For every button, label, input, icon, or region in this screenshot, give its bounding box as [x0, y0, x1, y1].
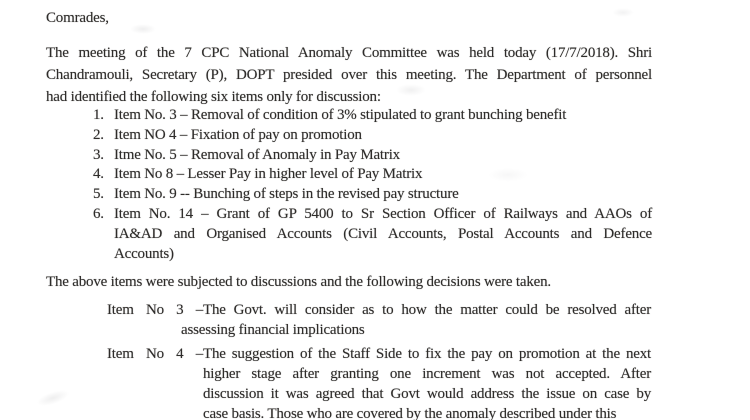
agenda-item-number: 1.: [93, 107, 104, 123]
salutation: Comrades,: [46, 10, 109, 26]
agenda-item-line: Item No. 9 -- Bunching of steps in the revised pay structure: [114, 186, 459, 203]
scan-smudge: [130, 24, 156, 34]
intro-paragraph: [46, 42, 652, 108]
decision-label: Item No 3 –: [107, 302, 203, 318]
decision-line: discussion it was agreed that Govt would address the issue on case by: [203, 386, 651, 402]
agenda-item-line: Item No. 14 – Grant of GP 5400 to Sr Section Officer of Railways and AAOs of: [114, 205, 652, 222]
agenda-item: [93, 126, 652, 146]
intro-line: The meeting of the 7 CPC National Anomaly Committee was held today (17/7/2018). Shri: [46, 45, 652, 61]
decision-line: assessing financial implications: [181, 322, 365, 338]
agenda-item-line: Accounts): [114, 245, 174, 262]
agenda-list: [93, 106, 652, 264]
decision-line: The suggestion of the Staff Side to fix the pay on promotion at the next: [203, 346, 651, 362]
transition-paragraph: The above items were subjected to discussions and the following decisions were taken.: [46, 274, 551, 290]
agenda-item: [93, 185, 652, 205]
decision-item: [107, 300, 651, 340]
agenda-item-number: 4.: [93, 166, 104, 183]
decision-label: Item No 4 –: [107, 346, 203, 362]
decision-line: The Govt. will consider as to how the matter could be resolved after: [203, 302, 651, 318]
decision-line: higher stage after granting one increment was not accepted. After: [203, 366, 651, 382]
agenda-item: [93, 106, 652, 126]
scan-smudge: [35, 387, 71, 409]
decision-body: [203, 344, 651, 420]
agenda-item: [93, 205, 652, 264]
agenda-item-line: Itme No. 5 – Removal of Anomaly in Pay Matrix: [114, 146, 400, 163]
agenda-item-number: 2.: [93, 126, 104, 143]
agenda-item-line: IA&AD and Organised Accounts (Civil Accounts, Postal Accounts and Defence: [114, 225, 652, 242]
agenda-item-line: Item NO 4 – Fixation of pay on promotion: [114, 126, 362, 143]
agenda-item-number: 3.: [93, 146, 104, 163]
scan-smudge: [612, 8, 634, 17]
agenda-item-line: Item No 8 – Lesser Pay in higher level of Pay Matrix: [114, 166, 423, 183]
intro-line: had identified the following six items only for discussion:: [46, 89, 381, 105]
agenda-item-number: 6.: [93, 205, 104, 222]
agenda-item-line: Item No. 3 – Removal of condition of 3% stipulated to grant bunching benefit: [114, 107, 567, 123]
agenda-item: [93, 146, 652, 166]
decision-body: [181, 300, 651, 340]
decision-item: [107, 344, 651, 420]
decisions-list: [107, 300, 651, 420]
agenda-item: [93, 165, 652, 185]
intro-line: Chandramouli, Secretary (P), DOPT presided over this meeting. The Department of personnel: [46, 67, 652, 83]
decision-line: case basis. Those who are covered by the anomaly described under this: [203, 406, 617, 420]
agenda-item-number: 5.: [93, 186, 104, 203]
